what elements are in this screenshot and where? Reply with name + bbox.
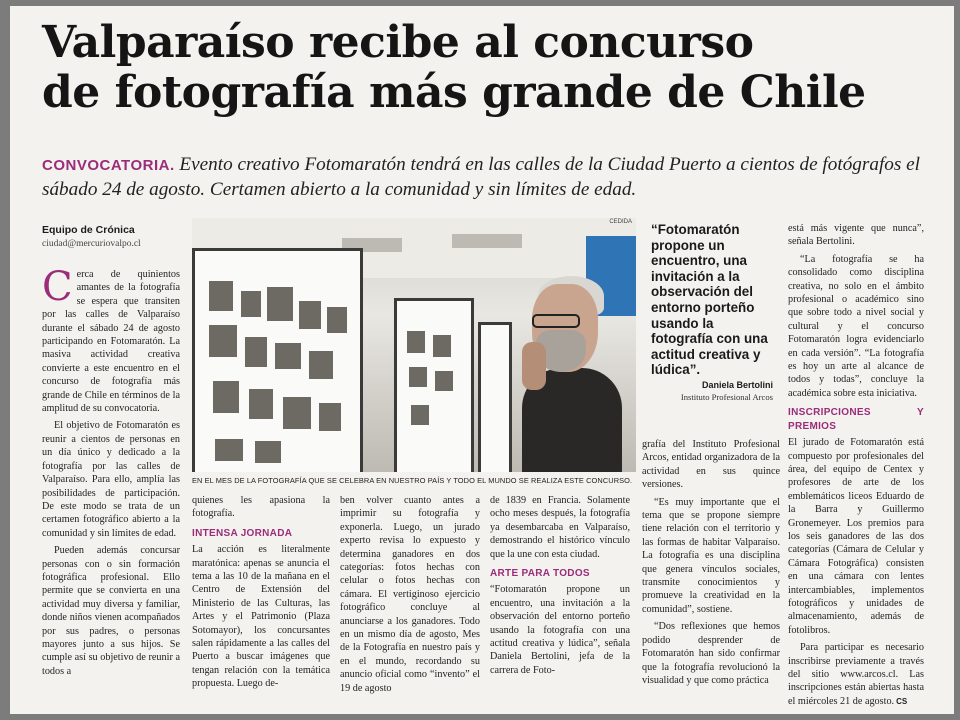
photo-thumbnail	[267, 287, 293, 321]
pull-quote-role: Instituto Profesional Arcos	[680, 392, 773, 402]
photo-thumbnail	[245, 337, 267, 367]
photo-thumbnail	[411, 405, 429, 425]
photo-thumbnail	[435, 371, 453, 391]
headline-line-2: de fotografía más grande de Chile	[42, 67, 866, 118]
article-paragraph	[42, 264, 180, 415]
deck-text: Evento creativo Fotomaratón tendrá en las calles de la Ciudad Puerto a cientos de fotógrafos el sábado 24 de agosto. Certamen abierto a la comunidad y sin límites de edad.	[42, 154, 920, 200]
photo-thumbnail	[209, 325, 237, 357]
photo-thumbnail	[327, 307, 347, 333]
headline	[42, 18, 922, 118]
paragraph-text: Para participar es necesario inscribirse previamente a través del sitio www.arcos.cl. Las inscripciones están abiertas hasta el miércoles 21 de agosto.	[788, 642, 924, 707]
photo-thumbnail	[275, 343, 301, 369]
article-paragraph: “La fotografía se ha consolidado como disciplina creativa, no solo en el ámbito profesional o académico sino que sobre todo a nivel social y cultural y el concurso Fotomaratón logra evidenciarlo en cada versión”. “La fotografía es hoy un arte al alcance de todos y todas”, concluye la académica sobre esta iniciativa.	[788, 253, 924, 399]
photo-thumbnail	[319, 403, 341, 431]
photo-ceiling-vent	[452, 234, 522, 248]
photo-exhibition-panel	[192, 248, 363, 472]
deck-kicker: CONVOCATORIA.	[42, 157, 175, 174]
section-subhead: INSCRIPCIONES Y PREMIOS	[788, 407, 924, 432]
article-column-5	[642, 438, 780, 691]
article-paragraph: “Fotomaratón propone un encuentro, una invitación a la observación del entorno porteño usando la fotografía con una actitud creativa y lúdica”, señala Daniela Bertolini, jefa de la carrera de Foto-	[490, 584, 630, 676]
photo-thumbnail	[213, 381, 239, 413]
article-paragraph: grafía del Instituto Profesional Arcos, entidad organizadora de la actividad en sus quince versiones.	[642, 439, 780, 491]
section-subhead: INTENSA JORNADA	[192, 527, 293, 539]
article-paragraph: ben volver cuanto antes a imprimir su fotografía y exponerla. Luego, un jurado experto revisa lo expuesto y determina ganadores en dos categorías: fotos hechas con celular o fotos hechas con cámara. El vertiginoso ejercicio fotográfico concluye al anunciarse a los ganadores. Todo en un mismo día de agosto, Mes de la Fotografía en nuestro país y en el mundo, recordando su anuncio oficial como “invento” el 19 de agosto	[340, 495, 480, 694]
photo-thumbnail	[409, 367, 427, 387]
article-photo	[192, 218, 636, 472]
paragraph-text: erca de quinientos amantes de la fotografía se espera que transiten por las calles de Valparaíso durante el sábado 24 de agosto participando en Fotomaratón. La masiva actividad creativa convierte a este encuentro en el concurso de fotografía más grande de Chile en términos de la amplitud de su convocatoria.	[42, 269, 180, 415]
end-mark: CS	[896, 696, 908, 706]
article-column-2	[192, 494, 330, 695]
headline-line-1: Valparaíso recibe al concurso	[42, 17, 754, 68]
photo-exhibition-panel	[394, 298, 474, 472]
photo-thumbnail	[283, 397, 311, 429]
article-paragraph: Pueden además concursar personas con o sin formación fotográfica profesional. Ello permite que se convierta en una actividad muy diversa y familiar, donde niños vienen acompañados por sus padres, o personas mayores junto a sus hijos. Se cumple así su objetivo de reunir a todos a	[42, 545, 180, 677]
photo-man-glasses	[532, 314, 580, 328]
photo-thumbnail	[241, 291, 261, 317]
article-paragraph: El jurado de Fotomaratón está compuesto por profesionales del área, del equipo de Centex y profesores de arte de los emblemáticos liceos Eduardo de la Barra y Guillermo Gronemeyer. Los premios para los seis ganadores de las dos categorías (Cámara de Celular y Cámara Fotográfica) consisten en una cámara con lentes intercambiables, implementos fotográficos y unidades de almacenamiento, además de fotolibros.	[788, 437, 924, 636]
article-column-1	[42, 264, 180, 682]
article-column-3	[340, 494, 480, 699]
photo-thumbnail	[433, 335, 451, 357]
article-paragraph: “Es muy importante que el tema que se propone siempre tiene relación con el territorio y las formas de habitar Valparaíso. La fotografía es una disciplina que genera vínculos sociales, transmite conocimientos y promueve la creatividad en la comunidad”, sostiene.	[642, 496, 780, 615]
article-paragraph: está más vigente que nunca”, señala Bertolini.	[788, 223, 924, 248]
article-paragraph: de 1839 en Francia. Solamente ocho meses después, la fotografía ya desembarcaba en Valparaíso, demostrando el histórico vínculo que la une con esta ciudad.	[490, 495, 630, 560]
photo-exhibition-panel	[478, 322, 512, 472]
article-paragraph: “Dos reflexiones que hemos podido desprender de Fotomaratón han sido confirmar que la fotografía revolucionó la visualidad y que como práctica	[642, 621, 780, 686]
article-column-6	[788, 222, 924, 712]
article-paragraph: La acción es literalmente maratónica: apenas se anuncia el tema a las 10 de la mañana en el Centro de Extensión del Ministerio de las Culturas, las Artes y el Patrimonio (Plaza Sotomayor), los concursantes salen rápidamente a las calles del Puerto a buscar imágenes que tengan relación con la temática propuesta. Luego de-	[192, 544, 330, 690]
byline-email: ciudad@mercuriovalpo.cl	[42, 239, 141, 249]
photo-thumbnail	[215, 439, 243, 461]
article-paragraph	[788, 641, 924, 708]
photo-thumbnail	[249, 389, 273, 419]
photo-caption: EN EL MES DE LA FOTOGRAFÍA QUE SE CELEBRA EN NUESTRO PAÍS Y TODO EL MUNDO SE REALIZA ESTE CONCURSO.	[192, 476, 633, 485]
article-column-4	[490, 494, 630, 681]
photo-thumbnail	[209, 281, 233, 311]
photo-thumbnail	[309, 351, 333, 379]
pull-quote-attribution	[651, 380, 773, 402]
photo-credit: CEDIDA	[609, 219, 632, 225]
byline	[42, 224, 182, 249]
article-paragraph: quienes les apasiona la fotografía.	[192, 495, 330, 520]
newspaper-page	[10, 6, 954, 714]
photo-thumbnail	[255, 441, 281, 463]
photo-thumbnail	[299, 301, 321, 329]
deck	[42, 153, 932, 202]
section-subhead: ARTE PARA TODOS	[490, 568, 590, 580]
photo-thumbnail	[407, 331, 425, 353]
photo-man-hand	[522, 342, 546, 390]
drop-cap: C	[42, 264, 73, 310]
article-paragraph: El objetivo de Fotomaratón es reunir a cientos de personas en un día único y dedicado a la fotografía por las calles de Valparaíso. Para ello, amplía las posibilidades de participación. De este modo se trata de un certamen fotográfico abierto a la comunidad y sin límites de edad.	[42, 420, 180, 539]
pull-quote-author: Daniela Bertolini	[701, 380, 773, 390]
byline-author: Equipo de Crónica	[42, 224, 135, 236]
pull-quote: “Fotomaratón propone un encuentro, una invitación a la observación del entorno porteño usando la fotografía con una actitud creativa y lúdica”.	[651, 222, 768, 378]
